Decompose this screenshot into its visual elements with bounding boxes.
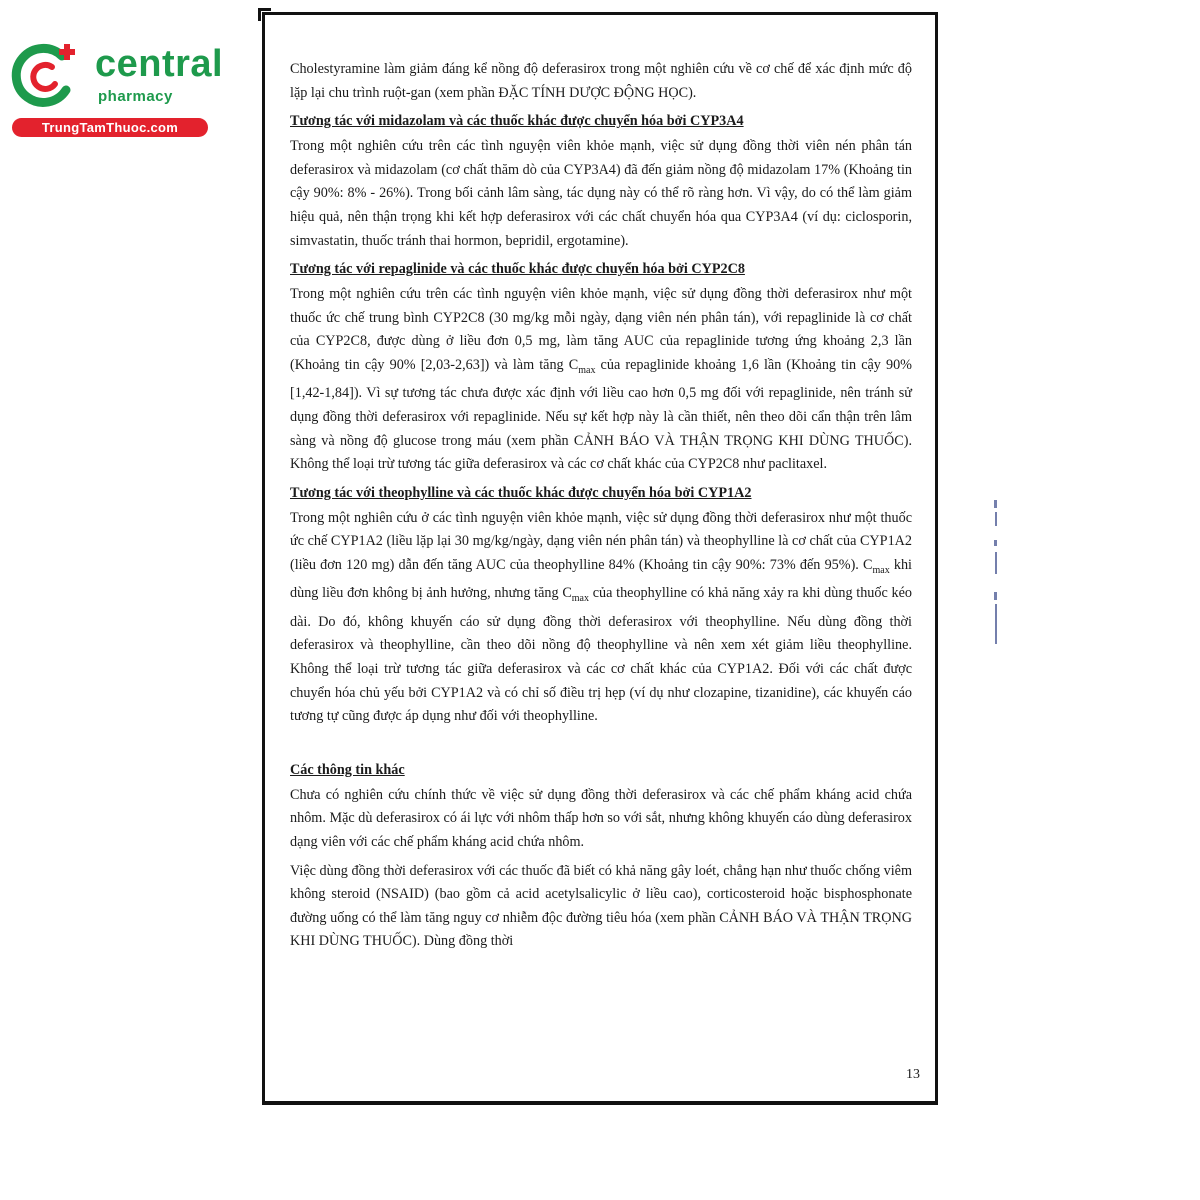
section-heading-other-info: Các thông tin khác [290,761,405,778]
page-number: 13 [906,1067,920,1082]
section-heading-cyp1a2: Tương tác với theophylline và các thuốc khác được chuyển hóa bởi CYP1A2 [290,484,752,501]
section-heading-cyp3a4: Tương tác với midazolam và các thuốc khác được chuyển hóa bởi CYP3A4 [290,113,744,130]
central-logo-icon [10,40,82,112]
document-content [290,58,912,959]
section-heading-cyp2c8: Tương tác với repaglinide và các thuốc khác được chuyển hóa bởi CYP2C8 [290,261,745,278]
paragraph-cyp3a4: Trong một nghiên cứu trên các tình nguyện viên khỏe mạnh, việc sử dụng đồng thời viên nén phân tán deferasirox và midazolam (cơ chất thăm dò của CYP3A4) đã đến giảm nồng độ midazolam 17% (Khoảng tin cậy 90%: 8% - 26%). Trong bối cảnh lâm sàng, tác dụng này có thể rõ ràng hơn. Vì vậy, do có thể làm giảm hiệu quả, nên thận trọng khi kết hợp deferasirox với các chất chuyển hóa qua CYP3A4 (ví dụ: ciclosporin, simvastatin, thuốc tránh thai hormon, bepridil, ergotamine). [290,138,912,249]
paragraph-other-info-1: Chưa có nghiên cứu chính thức về việc sử dụng đồng thời deferasirox và các chế phẩm kháng acid chứa nhôm. Mặc dù deferasirox có ái lực với nhôm thấp hơn so với sắt, nhưng không khuyến cáo dùng deferasirox dạng viên với các chế phẩm kháng acid chứa nhôm. [290,786,912,850]
intro-paragraph: Cholestyramine làm giảm đáng kể nồng độ deferasirox trong một nghiên cứu về cơ chế để xác định mức độ lặp lại chu trình ruột-gan (xem phần ĐẶC TÍNH DƯỢC ĐỘNG HỌC). [290,61,912,101]
logo-subtitle: pharmacy [98,88,173,105]
paragraph-cyp2c8: Trong một nghiên cứu trên các tình nguyện viên khỏe mạnh, việc sử dụng đồng thời deferasirox như một thuốc ức chế trung bình CYP2C8 (30 mg/kg mỗi ngày, dạng viên nén phân tán), với repaglinide là cơ chất của CYP2C8, được dùng ở liều đơn 0,5 mg, làm tăng AUC của repaglinide tương ứng khoảng 2,3 lần (Khoảng tin cậy 90% [2,03-2,63]) và làm tăng $C_{max}$ của repaglinide khoảng 1,6 lần (Khoảng tin cậy 90% [1,42-1,84]). Vì sự tương tác chưa được xác định với liều cao hơn 0,5 mg đối với repaglinide, nên tránh sử dụng đồng thời deferasirox với repaglinide. Nếu sự kết hợp này là cần thiết, nên theo dõi cẩn thận trên lâm sàng và nồng độ glucose trong máu (xem phần CẢNH BÁO VÀ THẬN TRỌNG KHI DÙNG THUỐC). Không thể loại trừ tương tác giữa deferasirox và các cơ chất khác của CYP2C8 như paclitaxel. [290,286,912,473]
central-pharmacy-logo[interactable] [10,38,224,138]
scan-artifact-marks [990,500,1002,650]
paragraph-cyp1a2: Trong một nghiên cứu ở các tình nguyện viên khỏe mạnh, việc sử dụng đồng thời deferasirox như một thuốc ức chế CYP1A2 (liều lặp lại 30 mg/kg/ngày, dạng viên nén phân tán) và theophylline là cơ chất của CYP1A2 (liều đơn 120 mg) dẫn đến tăng AUC của theophylline 84% (Khoảng tin cậy 90%: 73% đến 95%). $C_{max}$ khi dùng liều đơn không bị ảnh hưởng, nhưng tăng $C_{max}$ của theophylline có khả năng xảy ra khi dùng thuốc kéo dài. Do đó, không khuyến cáo sử dụng đồng thời deferasirox với theophylline. Nếu dùng đồng thời deferasirox và theophylline, cần theo dõi nồng độ theophylline và nên xem xét giảm liều theophylline. Không thể loại trừ tương tác giữa deferasirox và các cơ chất khác của CYP1A2. Đối với các chất được chuyển hóa chủ yếu bởi CYP1A2 và có chỉ số điều trị hẹp (ví dụ như clozapine, tizanidine), các khuyến cáo tương tự cũng được áp dụng như đối với theophylline. [290,509,912,725]
logo-url-badge: TrungTamThuoc.com [12,118,208,137]
logo-brand-name: central [95,43,224,85]
paragraph-other-info-2: Việc dùng đồng thời deferasirox với các thuốc đã biết có khả năng gây loét, chẳng hạn như thuốc chống viêm không steroid (NSAID) (bao gồm cả acid acetylsalicylic ở liều cao), corticosteroid hoặc bisphosphonate đường uống có thể làm tăng nguy cơ nhiễm độc đường tiêu hóa (xem phần CẢNH BÁO VÀ THẬN TRỌNG KHI DÙNG THUỐC). Dùng đồng thời [290,862,912,950]
